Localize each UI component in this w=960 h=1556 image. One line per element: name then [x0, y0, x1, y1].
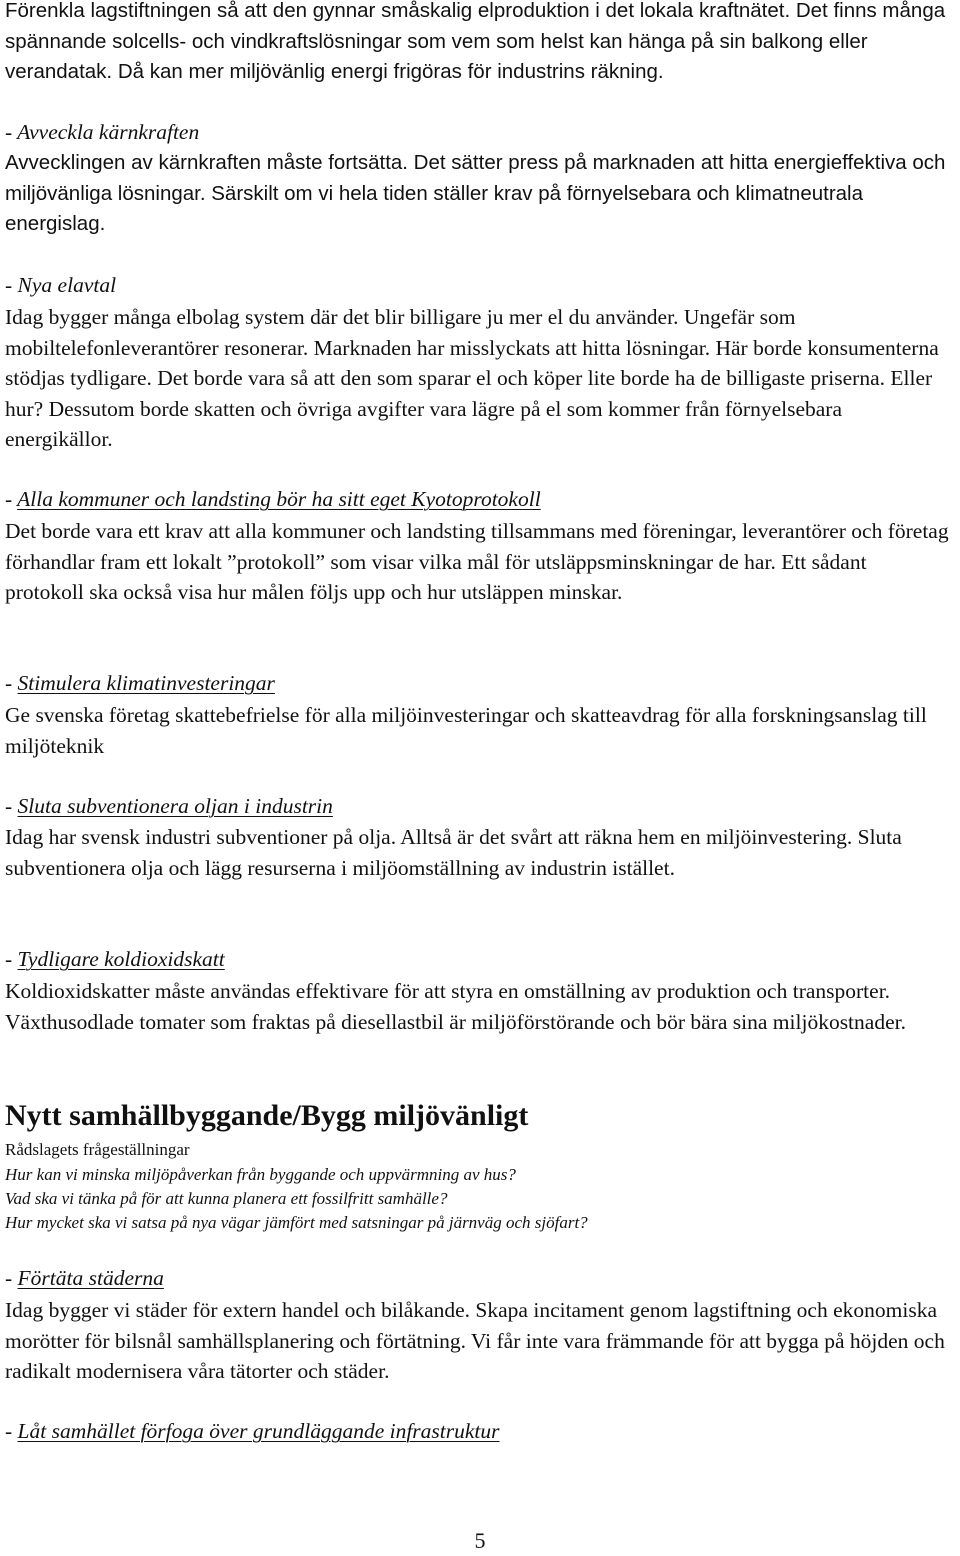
intro-paragraph: Förenkla lagstiftningen så att den gynnar småskalig elproduktion i det lokala kraftnätet. Det finns många spännande solcells- och vindkraftslösningar som vem som helst kan hänga på sin balkong eller verandatak. Då kan mer miljövänlig energi frigöras för industrins räkning. [5, 0, 946, 84]
subheading-text: Låt samhället förfoga över grundläggande infrastruktur [17, 1419, 500, 1443]
question-3: Hur mycket ska vi satsa på nya vägar jämfört med satsningar på järnväg och sjöfart? [5, 1213, 588, 1232]
question-2: Vad ska vi tänka på för att kunna planera ett fossilfritt samhälle? [5, 1189, 448, 1208]
subheading-dash: - [5, 1419, 18, 1443]
subheading-sluta-subventionera [5, 791, 950, 821]
subheading-dash: - [5, 487, 18, 511]
subheading-text: Förtäta städerna [17, 1266, 164, 1290]
subheading-nya-elavtal [5, 270, 950, 300]
subheading-fortata-staderna [5, 1263, 950, 1293]
paragraph-kyotoprotokoll: Det borde vara ett krav att alla kommuner och landsting tillsammans med föreningar, leverantörer och företag förhandlar fram ett lokalt ”protokoll” som visar vilka mål för utsläppsminskningar de har. Ett sådant protokoll ska också visa hur målen följs upp och hur utsläppen minskar. [5, 519, 949, 605]
subheading-dash: - [5, 671, 18, 695]
subheading-dash: - [5, 120, 18, 144]
section-heading: Nytt samhällbyggande/Bygg miljövänligt [5, 1099, 529, 1132]
paragraph-tydligare-koldioxidskatt: Koldioxidskatter måste användas effektivare för att styra en omställning av produktion och transporter. Växthusodlade tomater som fraktas på diesellastbil är miljöförstörande och bör bära sina miljökostnader. [5, 979, 906, 1034]
subheading-stimulera-klimatinvesteringar [5, 668, 950, 698]
paragraph-sluta-subventionera: Idag har svensk industri subventioner på olja. Alltså är det svårt att räkna hem en miljöinvestering. Sluta subventionera olja och lägg resurserna i miljöomställning av industrin istället. [5, 825, 902, 880]
subheading-dash: - [5, 794, 18, 818]
subheading-dash: - [5, 947, 18, 971]
subheading-avveckla-karnkraften [5, 117, 950, 147]
paragraph-avveckla-karnkraften: Avvecklingen av kärnkraften måste fortsätta. Det sätter press på marknaden att hitta energieffektiva och miljövänliga lösningar. Särskilt om vi hela tiden ställer krav på förnyelsebara och klimatneutrala energislag. [5, 151, 946, 236]
subheading-tydligare-koldioxidskatt [5, 944, 950, 974]
subheading-text: Alla kommuner och landsting bör ha sitt eget Kyotoprotokoll [17, 487, 541, 511]
paragraph-stimulera-klimatinvesteringar: Ge svenska företag skattebefrielse för alla miljöinvesteringar och skatteavdrag för alla forskningsanslag till miljöteknik [5, 703, 927, 758]
subheading-text: Avveckla kärnkraften [17, 120, 200, 144]
subheading-dash: - [5, 1266, 18, 1290]
question-1: Hur kan vi minska miljöpåverkan från byggande och uppvärmning av hus? [5, 1165, 516, 1184]
subheading-text: Nya elavtal [17, 273, 117, 297]
page-number: 5 [474, 1528, 486, 1553]
subheading-infrastruktur [5, 1416, 950, 1446]
subheading-text: Stimulera klimatinvesteringar [17, 671, 275, 695]
paragraph-fortata-staderna: Idag bygger vi städer för extern handel och bilåkande. Skapa incitament genom lagstiftning och ekonomiska morötter för bilsnål samhällsplanering och förtätning. Vi får inte vara främmande för att bygga på höjden och radikalt modernisera våra tätorter och städer. [5, 1298, 945, 1384]
paragraph-nya-elavtal: Idag bygger många elbolag system där det blir billigare ju mer el du använder. Ungefär som mobiltelefonleverantörer resonerar. Marknaden har misslyckats att hitta lösningar. Här borde konsumenterna stödjas tydligare. Det borde vara så att den som sparar el och köper lite borde ha de billigaste priserna. Eller hur? Dessutom borde skatten och övriga avgifter vara lägre på el som kommer från förnyelsebara energikällor. [5, 305, 939, 452]
subheading-text: Tydligare koldioxidskatt [17, 947, 225, 971]
subheading-dash: - [5, 273, 18, 297]
radslag-label: Rådslagets frågeställningar [5, 1140, 190, 1159]
subheading-kyotoprotokoll [5, 484, 950, 514]
subheading-text: Sluta subventionera oljan i industrin [17, 794, 333, 818]
